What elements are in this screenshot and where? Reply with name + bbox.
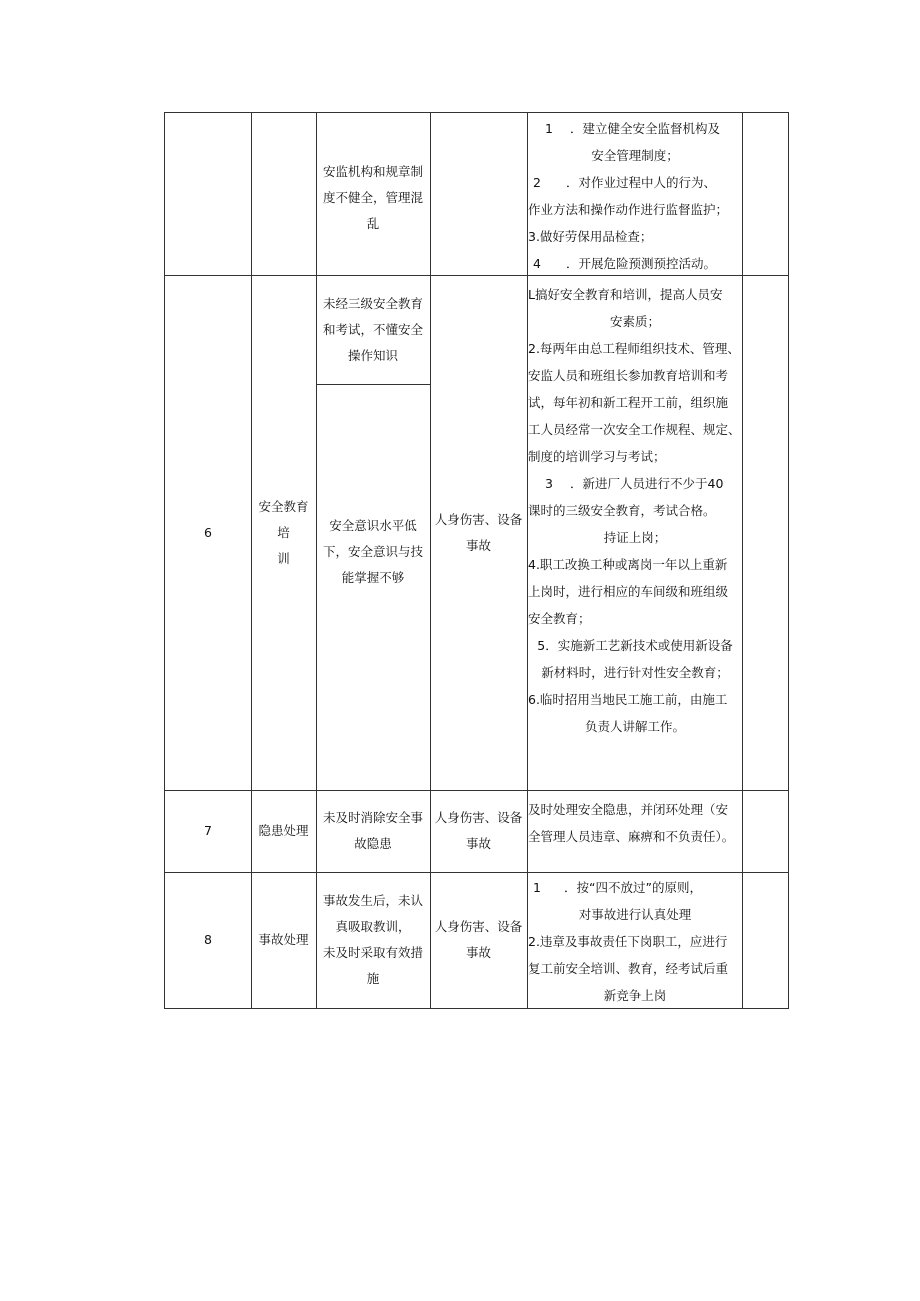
hazard-control-table [164, 112, 789, 1009]
category-cell: 隐患处理 [258, 823, 309, 838]
row-index: 8 [204, 932, 212, 947]
measures-cell [527, 113, 742, 275]
consequence-line: 事故 [465, 836, 491, 851]
measure-line: 5．实施新工艺新技术或使用新设备 [537, 638, 733, 653]
measure-line: 新竞争上岗 [603, 988, 667, 1003]
measure-line: 试，每年初和新工程开工前，组织施 [528, 395, 729, 410]
consequence-cell [430, 790, 527, 872]
measure-line: 3 ．新进厂人员进行不少于40 [545, 476, 724, 491]
measure-line: 安监人员和班组长参加教育培训和考 [528, 368, 729, 383]
measures-cell [527, 872, 742, 1008]
category-cell [251, 275, 316, 790]
consequence-cell [430, 872, 527, 1008]
hazard-line: 操作知识 [347, 347, 398, 363]
consequence-line: 人身伤害、设备 [434, 919, 523, 934]
measure-line: 安素质； [609, 314, 660, 329]
hazard-line: 乱 [366, 216, 380, 231]
consequence-line: 人身伤害、设备 [434, 511, 523, 527]
measure-line: 持证上岗； [603, 530, 667, 545]
measure-line: 4.职工改换工种或离岗一年以上重新 [528, 557, 728, 572]
measure-line: 制度的培训学习与考试； [528, 449, 666, 464]
measure-line: 1 ．建立健全安全监督机构及 [545, 121, 721, 136]
measure-line: 2 ．对作业过程中人的行为、 [533, 175, 717, 190]
measure-line: 对事故进行认真处理 [578, 907, 692, 922]
measure-line: 1 ．按“四不放过”的原则， [533, 880, 702, 895]
measure-line: 6.临时招用当地民工施工前，由施工 [528, 692, 728, 707]
hazard-cell [316, 384, 430, 790]
hazard-line: 能掌握不够 [341, 570, 405, 585]
hazard-line: 未及时消除安全事 [322, 810, 423, 825]
category-line: 培 [277, 524, 290, 540]
measure-line: 课时的三级安全教育，考试合格。 [528, 503, 716, 518]
category-cell: 事故处理 [258, 932, 309, 947]
hazard-line: 事故发生后，未认 [322, 893, 423, 908]
hazard-cell [316, 113, 430, 275]
measure-line: 2.每两年由总工程师组织技术、管理、 [528, 341, 740, 356]
measure-line: 3.做好劳保用品检查； [528, 229, 653, 244]
hazard-cell [316, 872, 430, 1008]
measure-line: 安全管理制度； [591, 148, 679, 163]
hazard-cell [316, 790, 430, 872]
hazard-line: 安监机构和规章制 [322, 164, 423, 179]
consequence-cell [430, 275, 527, 790]
column-divider [742, 113, 743, 1008]
hazard-line: 度不健全，管理混 [322, 190, 423, 205]
measure-line: 新材料时，进行针对性安全教育； [541, 665, 729, 680]
measures-cell [527, 790, 742, 872]
hazard-line: 施 [366, 971, 380, 986]
measure-line: 安全教育； [528, 611, 591, 626]
measure-line: 全管理人员违章、麻痹和不负责任）。 [528, 829, 735, 844]
hazard-line: 未经三级安全教育 [322, 295, 423, 311]
hazard-line: 真吸取教训， [335, 919, 411, 934]
measure-line: L搞好安全教育和培训，提高人员安 [528, 287, 723, 302]
measure-line: 及时处理安全隐患，并闭环处理（安 [528, 802, 729, 817]
category-line: 安全教育 [258, 498, 309, 514]
hazard-line: 下，安全意识与技 [322, 544, 423, 559]
row-index: 6 [204, 524, 212, 540]
hazard-cell [316, 275, 430, 384]
measure-line: 复工前安全培训、教育，经考试后重 [528, 961, 729, 976]
measure-line: 上岗时，进行相应的车间级和班组级 [528, 584, 729, 599]
hazard-line: 和考试，不懂安全 [322, 321, 423, 337]
measure-line: 工人员经常一次安全工作规程、规定、 [528, 422, 741, 437]
hazard-line: 故隐患 [354, 836, 392, 851]
hazard-line: 安全意识水平低 [329, 518, 417, 533]
category-line: 训 [277, 550, 290, 566]
measures-cell [527, 275, 742, 790]
hazard-line: 未及时采取有效措 [322, 945, 423, 960]
row-index: 7 [204, 823, 212, 838]
measure-line: 负责人讲解工作。 [584, 719, 685, 734]
consequence-line: 事故 [465, 945, 491, 960]
measure-line: 作业方法和操作动作进行监督监护； [528, 202, 729, 217]
consequence-line: 事故 [465, 537, 491, 553]
consequence-line: 人身伤害、设备 [434, 810, 523, 825]
measure-line: 4 ．开展危险预测预控活动。 [533, 256, 717, 271]
measure-line: 2.违章及事故责任下岗职工，应进行 [528, 934, 728, 949]
